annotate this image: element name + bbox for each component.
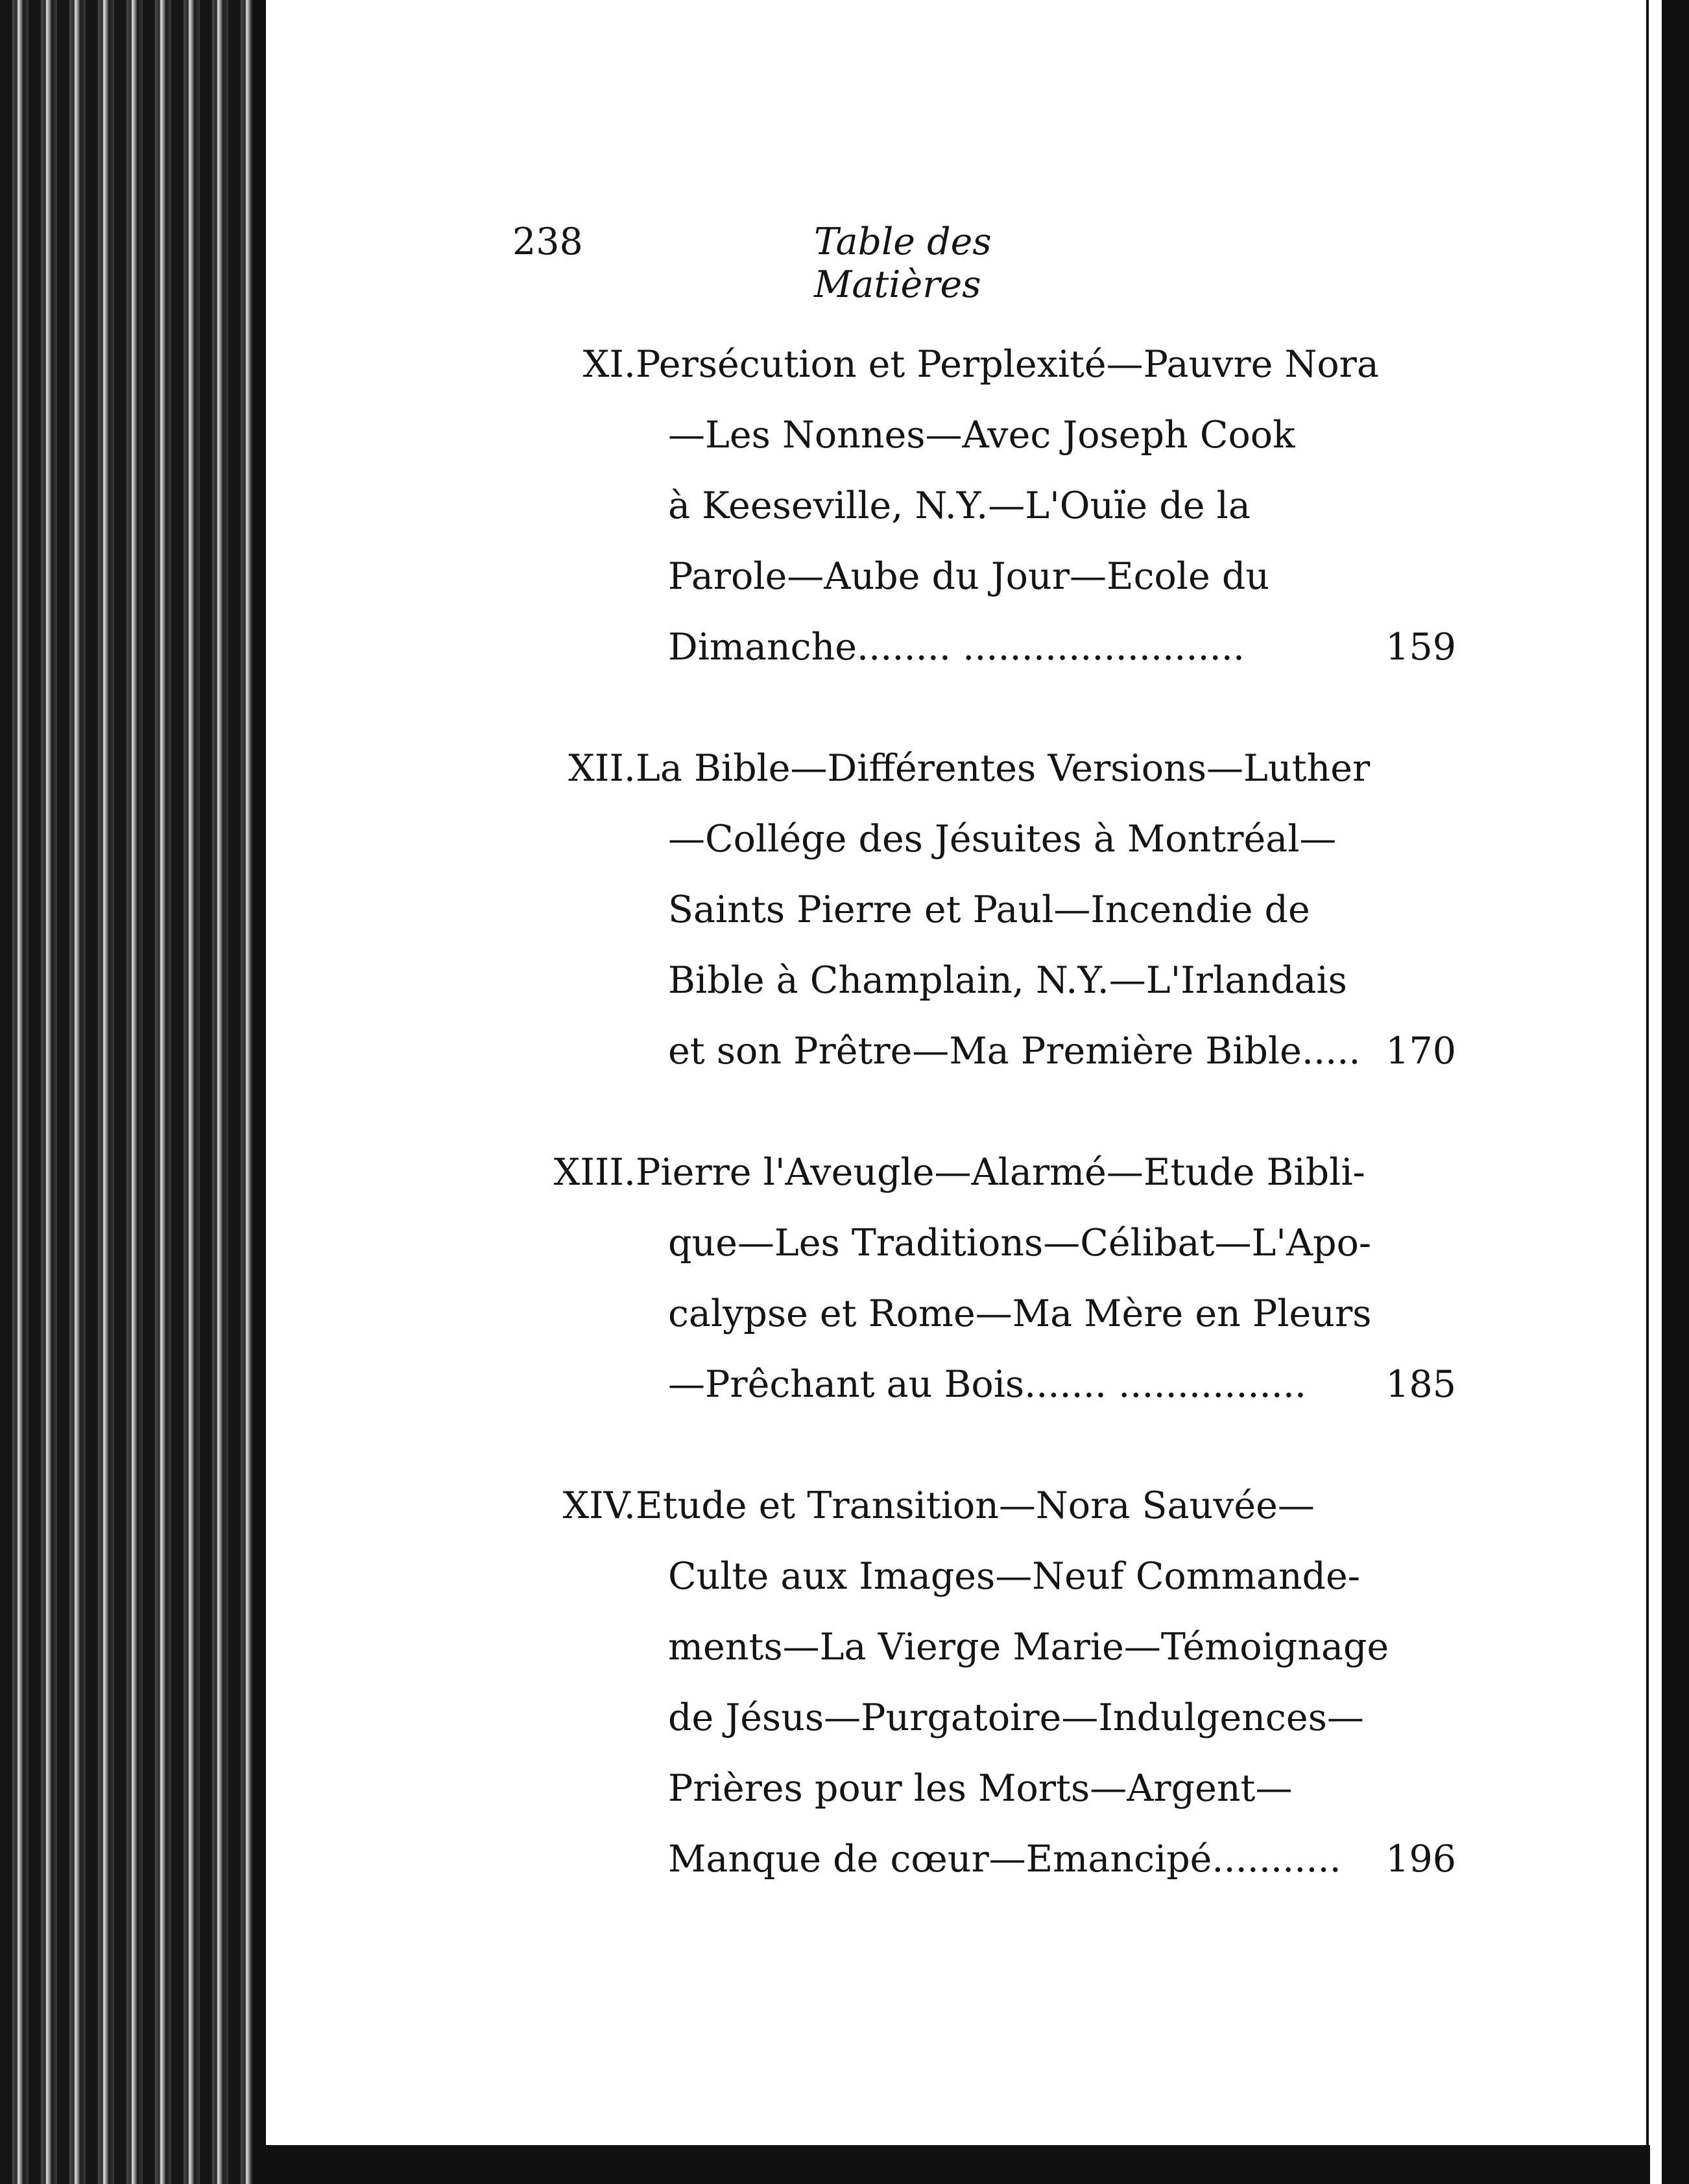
page-header	[512, 220, 1161, 306]
toc-line	[519, 1137, 1456, 1208]
toc-line	[519, 804, 1456, 875]
toc-entry	[519, 329, 1456, 683]
chapter-numeral: XIV.	[562, 1484, 636, 1527]
page-number: 238	[512, 220, 583, 263]
chapter-summary-text: ments—La Vierge Marie—Témoignage	[668, 1626, 1389, 1668]
toc-line	[519, 1541, 1456, 1612]
chapter-summary-text: et son Prêtre—Ma Première Bible.....	[668, 1030, 1361, 1073]
toc-entry	[519, 733, 1456, 1087]
chapter-summary-text: Bible à Champlain, N.Y.—L'Irlandais	[668, 959, 1347, 1002]
chapter-summary-text: Culte aux Images—Neuf Commande-	[668, 1555, 1361, 1598]
chapter-summary-text: de Jésus—Purgatoire—Indulgences—	[668, 1696, 1364, 1739]
chapter-summary-text: La Bible—Différentes Versions—Luther	[636, 747, 1371, 790]
book-gutter	[0, 0, 266, 2184]
page-bottom-edge	[259, 2145, 1650, 2184]
toc-line	[519, 1824, 1456, 1895]
toc-line	[519, 1753, 1456, 1824]
chapter-summary-text: —Collége des Jésuites à Montréal—	[668, 818, 1337, 861]
toc-line	[519, 1683, 1456, 1753]
chapter-summary-text: que—Les Traditions—Célibat—L'Apo-	[668, 1222, 1372, 1264]
toc-line	[519, 1279, 1456, 1349]
chapter-summary-text: calypse et Rome—Ma Mère en Pleurs	[668, 1292, 1372, 1335]
page-reference: 170	[1385, 1030, 1456, 1073]
toc-line	[519, 541, 1456, 612]
chapter-numeral: XII.	[568, 747, 636, 790]
page-reference: 159	[1385, 626, 1456, 669]
running-title: Table des Matières	[814, 220, 992, 306]
chapter-summary-text: Etude et Transition—Nora Sauvée—	[636, 1484, 1315, 1527]
page-reference: 185	[1385, 1363, 1456, 1406]
toc-line	[519, 612, 1456, 683]
chapter-summary-text: Parole—Aube du Jour—Ecole du	[668, 555, 1270, 598]
toc-line	[519, 1208, 1456, 1279]
toc-line	[519, 1612, 1456, 1683]
toc-entry	[519, 1471, 1456, 1895]
toc-line	[519, 400, 1456, 471]
toc-line	[519, 733, 1456, 804]
chapter-summary-text: Dimanche........ ........................	[668, 626, 1245, 669]
table-of-contents	[519, 329, 1456, 1945]
page-reference: 196	[1385, 1838, 1456, 1881]
chapter-summary-text: à Keeseville, N.Y.—L'Ouïe de la	[668, 484, 1251, 527]
chapter-summary-text: Pierre l'Aveugle—Alarmé—Etude Bibli-	[636, 1151, 1365, 1194]
toc-line	[519, 1349, 1456, 1420]
toc-entry	[519, 1137, 1456, 1420]
chapter-summary-text: Manque de cœur—Emancipé...........	[668, 1838, 1341, 1881]
toc-line	[519, 945, 1456, 1016]
page-right-edge	[1646, 0, 1689, 2184]
chapter-numeral: XI.	[582, 343, 636, 386]
toc-line	[519, 1471, 1456, 1541]
toc-line	[519, 875, 1456, 945]
chapter-numeral: XIII.	[553, 1151, 636, 1194]
chapter-summary-text: —Les Nonnes—Avec Joseph Cook	[668, 414, 1295, 457]
chapter-summary-text: —Prêchant au Bois....... ................	[668, 1363, 1307, 1406]
toc-line	[519, 1016, 1456, 1087]
chapter-summary-text: Prières pour les Morts—Argent—	[668, 1767, 1293, 1810]
toc-line	[519, 329, 1456, 400]
toc-line	[519, 471, 1456, 541]
chapter-summary-text: Persécution et Perplexité—Pauvre Nora	[636, 343, 1379, 386]
chapter-summary-text: Saints Pierre et Paul—Incendie de	[668, 888, 1310, 931]
